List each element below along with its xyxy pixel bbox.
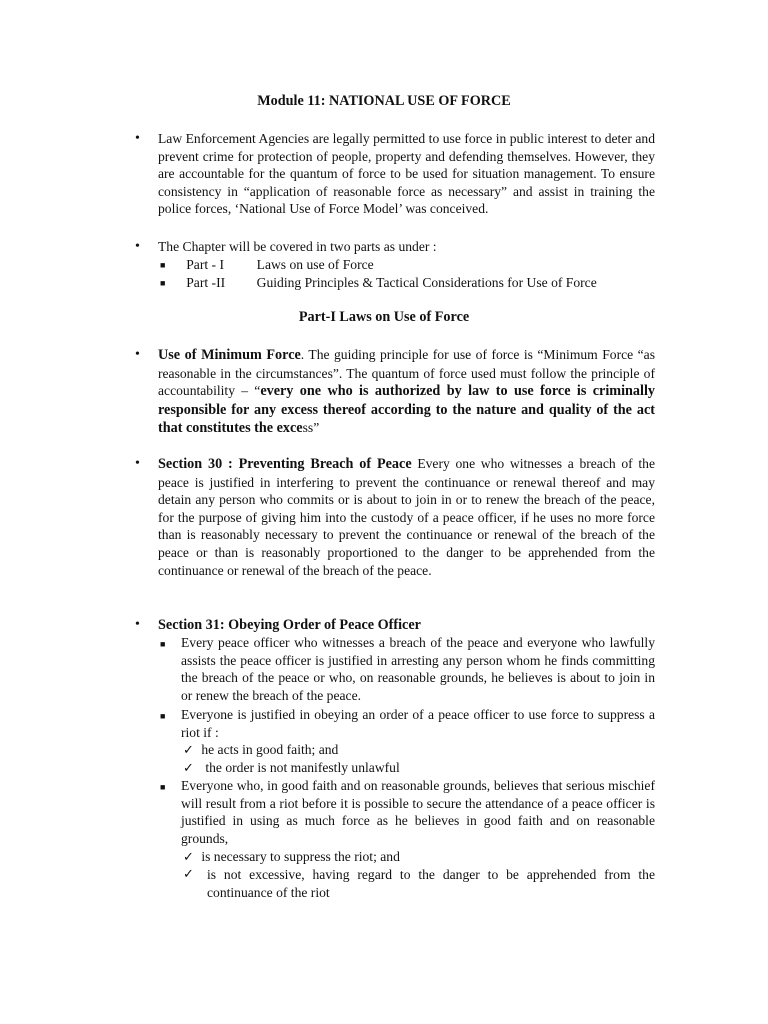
bullet-icon: • [135, 239, 140, 254]
checkmark-icon: ✓ [183, 850, 194, 865]
intro-text: Law Enforcement Agencies are legally permitted to use force in public interest to deter and prevent crime for protection of people, property and defending themselves. However, they are accountable for the quantum of force to be used for situation management. To ensure consistency in “application of reasonable force as necessary” and assist in training the police forces, ‘National Use of Force Model’ was conceived. [158, 131, 655, 217]
checkmark-icon: ✓ [183, 867, 194, 882]
section-31-item-3-text: Everyone who, in good faith and on reasonable grounds, believes that serious mischief will result from a riot before it is possible to secure the attendance of a peace officer is justified in using as much force as he believes in good faith and on reasonable grounds, [181, 778, 655, 846]
bullet-icon: • [135, 617, 140, 632]
square-bullet-icon: ■ [160, 639, 166, 649]
square-bullet-icon: ■ [160, 260, 166, 270]
minimum-force-paragraph [135, 346, 655, 438]
check-text: is not excessive, having regard to the danger to be apprehended from the continuance of the riot [207, 867, 655, 900]
section-31-heading: Section 31: Obeying Order of Peace Officer [158, 617, 421, 633]
chapter-parts-paragraph [135, 238, 655, 256]
minimum-force-tail: ss” [302, 420, 320, 436]
section-31-item-2 [159, 706, 655, 741]
section-31-item-1-text: Every peace officer who witnesses a breach of the peace and everyone who lawfully assists the peace officer is justified in arresting any person whom he finds committing the breach of the peace or who, on reasonable grounds, he believes is about to join in or renew the breach of the peace. [181, 635, 655, 703]
intro-paragraph [135, 130, 655, 218]
check-text: he acts in good faith; and [201, 742, 339, 757]
part-1-label: Part - I [186, 257, 224, 272]
minimum-force-text [158, 346, 655, 438]
bullet-icon: • [135, 456, 140, 471]
section-31-item-3 [159, 777, 655, 847]
section-30-body: Every one who witnesses a breach of the peace is justified in interfering to prevent the continuance or renewal thereof and may detain any person who commits or is about to join in or to renew the breach of the peace, for the purpose of giving him into the custody of a peace officer, if he uses no more force than is reasonably necessary to prevent the continuance or renewal of the breach of the peace or than is reasonably proportioned to the danger to be apprehended from the continuance or renewal of the breach of the peace. [158, 456, 655, 578]
checkmark-icon: ✓ [183, 761, 194, 776]
check-text: is necessary to suppress the riot; and [201, 849, 400, 864]
minimum-force-bold: every one who is authorized by law to use force is criminally responsible for any excess thereof according to the nature and quality of the act that constitutes the exce [158, 383, 655, 437]
section-30-text [158, 455, 655, 579]
section-31-item-1 [159, 634, 655, 704]
section-30-paragraph [135, 455, 655, 579]
square-bullet-icon: ■ [160, 711, 166, 721]
square-bullet-icon: ■ [160, 278, 166, 288]
part-2-row [160, 274, 597, 294]
section-31-heading-block [135, 616, 655, 635]
part-2-label: Part -II [186, 275, 226, 290]
chapter-parts-text: The Chapter will be covered in two parts as under : [158, 239, 437, 254]
part-1-desc: Laws on use of Force [256, 257, 374, 272]
check-item [183, 741, 338, 760]
part-2-desc: Guiding Principles & Tactical Considerations for Use of Force [256, 275, 597, 290]
part-1-heading: Part-I Laws on Use of Force [298, 309, 470, 325]
minimum-force-heading: Use of Minimum Force [158, 347, 301, 363]
square-bullet-icon: ■ [160, 782, 166, 792]
check-text: the order is not manifestly unlawful [205, 760, 400, 775]
check-item [183, 848, 400, 867]
section-30-heading: Section 30 : Preventing Breach of Peace [158, 456, 412, 472]
page-title: Module 11: NATIONAL USE OF FORCE [257, 93, 511, 109]
section-31-item-2-text: Everyone is justified in obeying an order of a peace officer to use force to suppress a riot if : [181, 707, 655, 740]
bullet-icon: • [135, 131, 140, 146]
part-1-row [160, 256, 374, 276]
check-item [183, 866, 655, 901]
bullet-icon: • [135, 347, 140, 362]
check-item [183, 759, 400, 778]
checkmark-icon: ✓ [183, 743, 194, 758]
minimum-force-body: . The guiding principle for use of force is “Minimum Force “as reasonable in the circumstances”. The quantum of force used must follow the principle of accountability – “ [158, 347, 655, 399]
